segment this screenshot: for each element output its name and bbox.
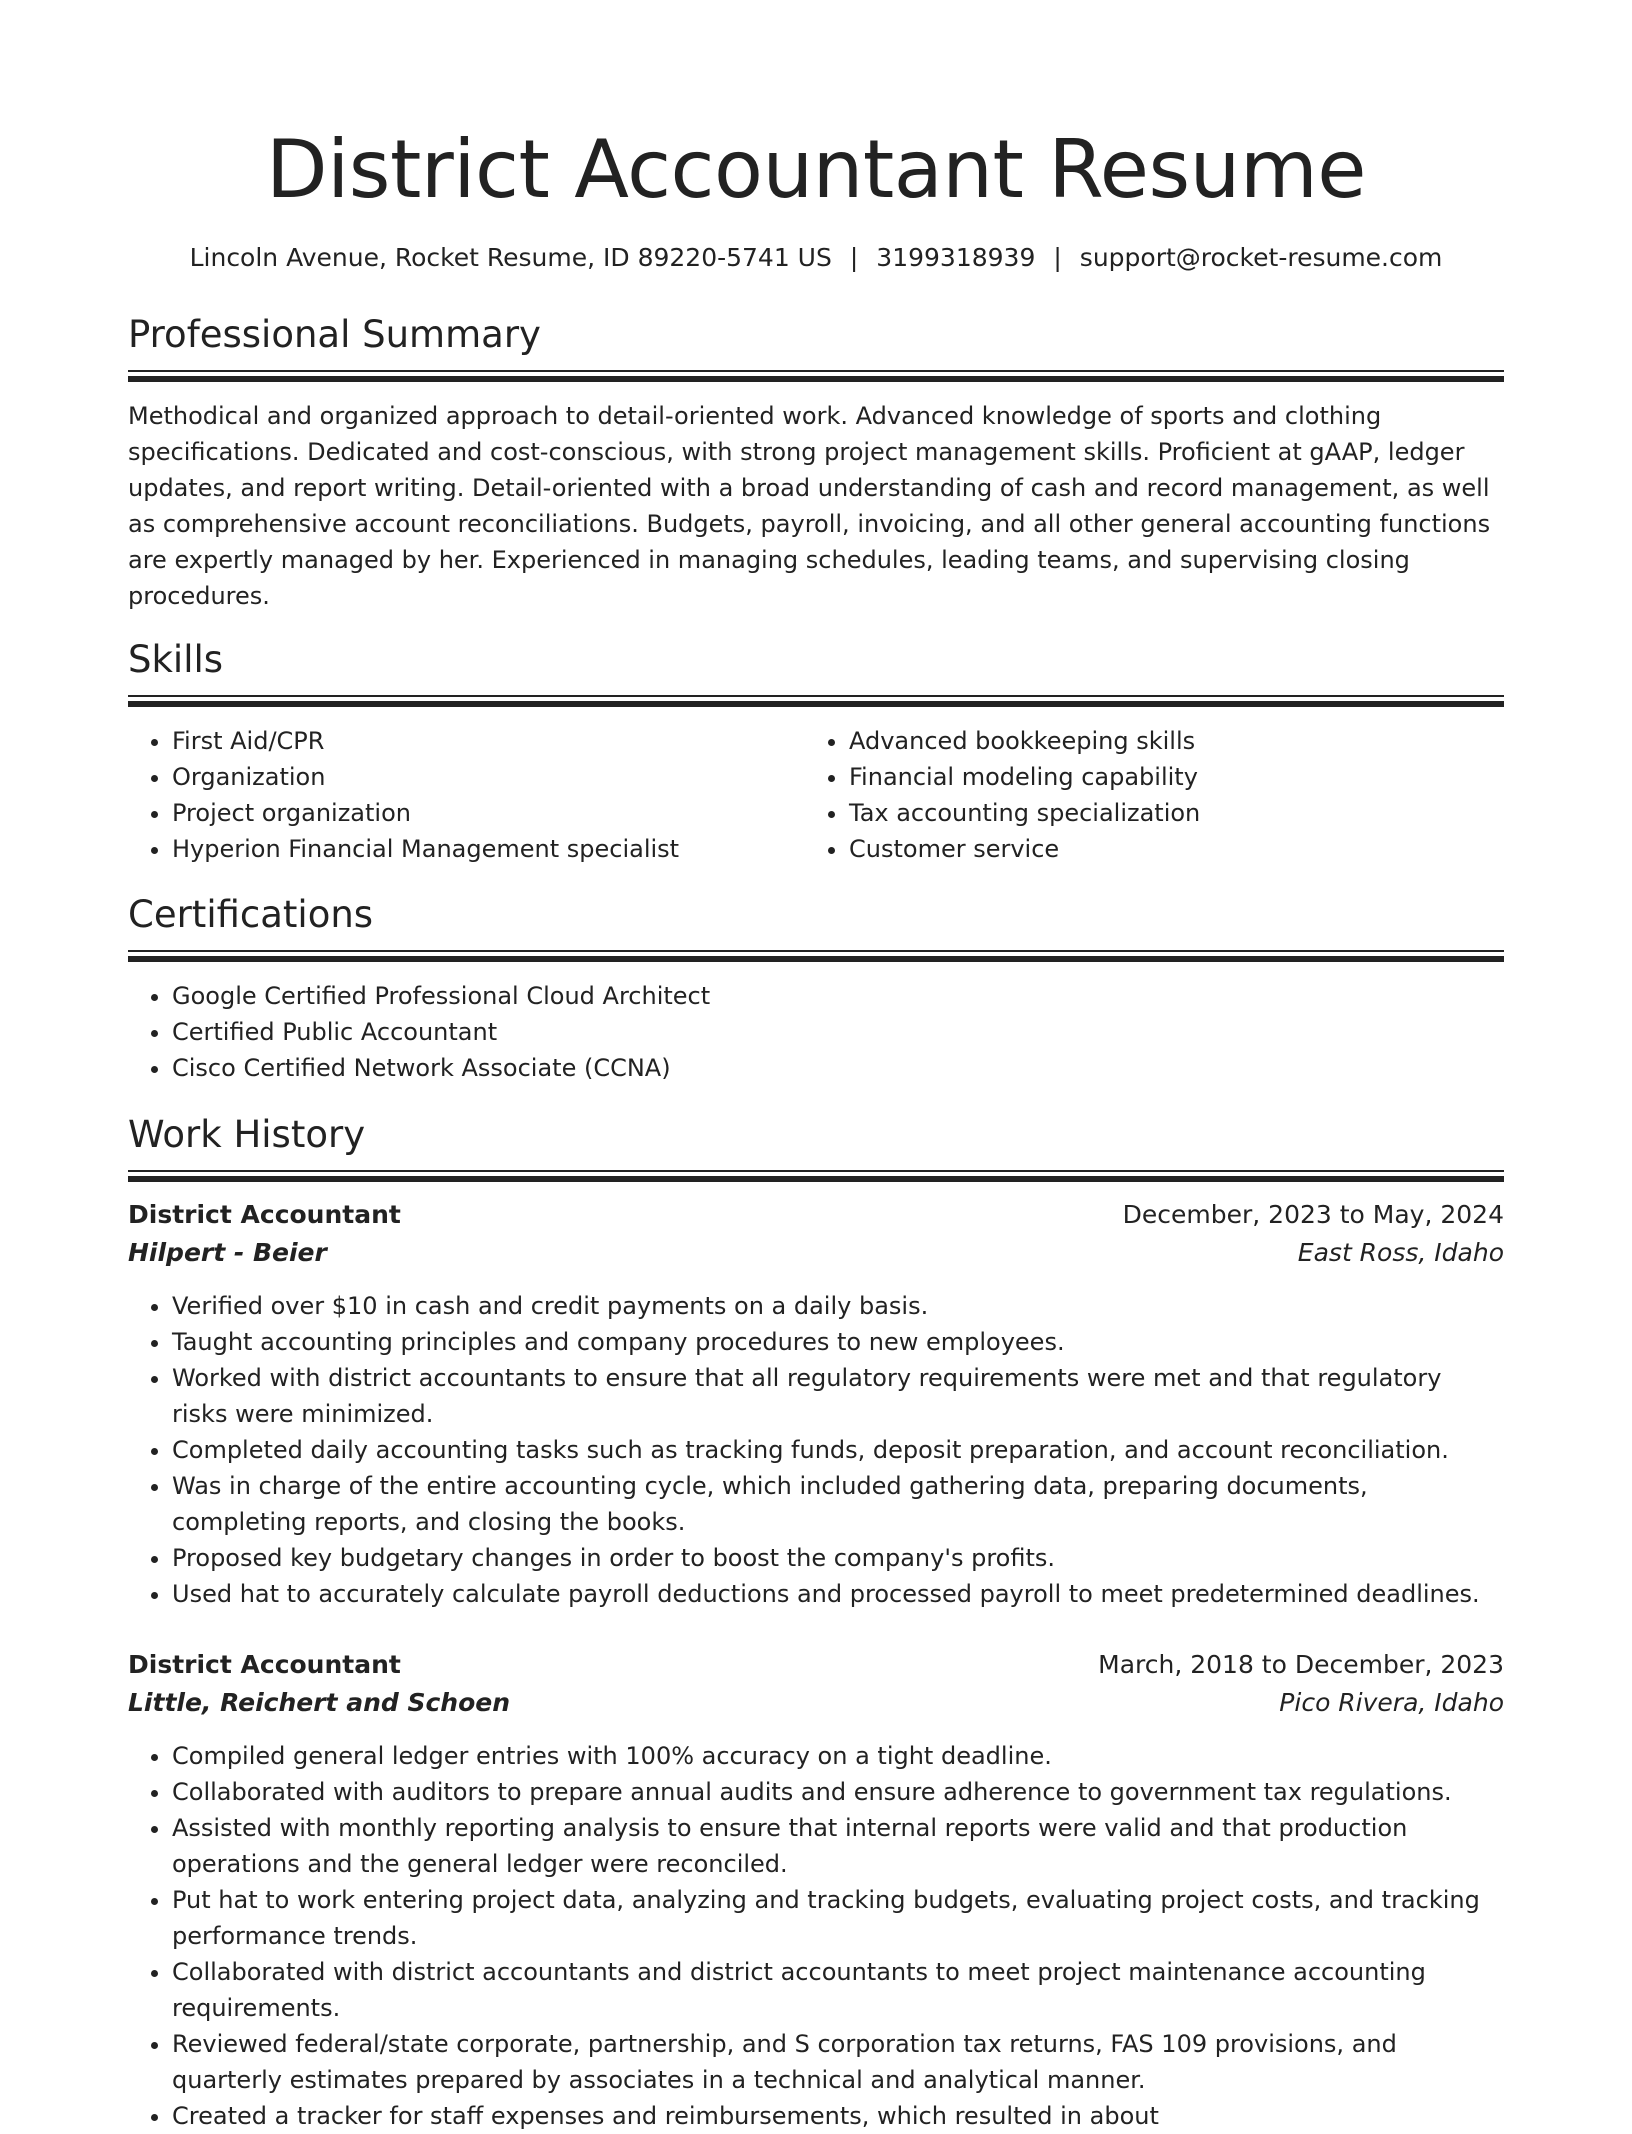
job-bullet: • Created a tracker for staff expenses and reimbursements, which resulted in about (172, 2098, 1504, 2134)
skills-list-right (805, 723, 1482, 867)
work-history-section (128, 1113, 1504, 2134)
job-location: Pico Rivera, Idaho (1279, 1688, 1504, 1717)
job-location: East Ross, Idaho (1297, 1238, 1504, 1267)
job-company: Little, Reichert and Schoen (128, 1688, 511, 1717)
job-bullet: • Reviewed federal/state corporate, partnership, and S corporation tax returns, FAS 109 provisions, and quarterly estimates prepared by associates in a technical and analytical manner. (172, 2026, 1504, 2098)
certification-item: • Cisco Certified Network Associate (CCNA) (172, 1050, 1504, 1086)
job-bullet: • Used hat to accurately calculate payroll deductions and processed payroll to meet predetermined deadlines. (172, 1576, 1504, 1612)
resume-title: District Accountant Resume (265, 123, 1367, 216)
job-bullet: • Taught accounting principles and company procedures to new employees. (172, 1324, 1504, 1360)
contact-phone: 3199318939 (876, 243, 1036, 272)
section-divider (128, 695, 1504, 706)
summary-section (128, 313, 1504, 614)
job-bullet: • Worked with district accountants to ensure that all regulatory requirements were met and that regulatory risks were minimized. (172, 1360, 1504, 1432)
section-heading-work-history: Work History (128, 1113, 366, 1156)
skill-item: • Customer service (849, 831, 1482, 867)
job-bullet: • Compiled general ledger entries with 100% accuracy on a tight deadline. (172, 1738, 1504, 1774)
section-divider (128, 1170, 1504, 1181)
certifications-list (128, 978, 1504, 1086)
section-heading-skills: Skills (128, 638, 224, 681)
skill-item: • First Aid/CPR (172, 723, 805, 759)
contact-address: Lincoln Avenue, Rocket Resume, ID 89220-5741 US (189, 243, 832, 272)
section-divider (128, 950, 1504, 961)
contact-email: support@rocket-resume.com (1079, 243, 1443, 272)
certifications-section (128, 893, 1504, 1086)
job-bullet: • Put hat to work entering project data, analyzing and tracking budgets, evaluating project costs, and tracking performance trends. (172, 1882, 1504, 1954)
job-bullet: • Completed daily accounting tasks such as tracking funds, deposit preparation, and account reconciliation. (172, 1432, 1504, 1468)
section-heading-summary: Professional Summary (128, 313, 541, 356)
skill-item: • Tax accounting specialization (849, 795, 1482, 831)
job-header (128, 1646, 1504, 1684)
skill-item: • Advanced bookkeeping skills (849, 723, 1482, 759)
resume-page (128, 0, 1504, 2134)
job-bullet: • Collaborated with auditors to prepare annual audits and ensure adherence to government tax regulations. (172, 1774, 1504, 1810)
job-entry (128, 1196, 1504, 1612)
job-bullet: • Proposed key budgetary changes in order to boost the company's profits. (172, 1540, 1504, 1576)
job-bullet: • Was in charge of the entire accounting cycle, which included gathering data, preparing documents, completing reports, and closing the books. (172, 1468, 1504, 1540)
skill-item: • Hyperion Financial Management specialist (172, 831, 805, 867)
job-subheader (128, 1234, 1504, 1272)
job-company: Hilpert - Beier (128, 1238, 327, 1267)
section-divider (128, 370, 1504, 381)
job-header (128, 1196, 1504, 1234)
contact-line (128, 242, 1504, 274)
skill-item: • Organization (172, 759, 805, 795)
job-title: District Accountant (128, 1650, 401, 1679)
skill-item: • Project organization (172, 795, 805, 831)
job-title: District Accountant (128, 1200, 401, 1229)
job-bullet-list (128, 1288, 1504, 1612)
skill-item: • Financial modeling capability (849, 759, 1482, 795)
contact-separator: | (1053, 243, 1062, 272)
skills-section (128, 638, 1504, 867)
job-bullet: • Assisted with monthly reporting analysis to ensure that internal reports were valid and that production operations and the general ledger were reconciled. (172, 1810, 1504, 1882)
contact-separator: | (849, 243, 859, 272)
certification-item: • Google Certified Professional Cloud Architect (172, 978, 1504, 1014)
certification-item: • Certified Public Accountant (172, 1014, 1504, 1050)
job-dates: March, 2018 to December, 2023 (1098, 1650, 1504, 1679)
job-dates: December, 2023 to May, 2024 (1122, 1200, 1504, 1229)
skills-list-left (128, 723, 805, 867)
job-bullet-list (128, 1738, 1504, 2134)
job-subheader (128, 1684, 1504, 1722)
job-entry (128, 1646, 1504, 2134)
skills-grid (128, 723, 1504, 867)
job-bullet: • Collaborated with district accountants and district accountants to meet project maintenance accounting requirements. (172, 1954, 1504, 2026)
job-bullet: • Verified over $10 in cash and credit payments on a daily basis. (172, 1288, 1504, 1324)
section-heading-certifications: Certifications (128, 893, 374, 936)
summary-text: Methodical and organized approach to detail-oriented work. Advanced knowledge of sports and clothing specifications. Dedicated and cost-conscious, with strong project management skills. Proficient at gAAP, ledger updates, and report writing. Detail-oriented with a broad understanding of cash and record management, as well as comprehensive account reconciliations. Budgets, payroll, invoicing, and all other general accounting functions are expertly managed by her. Experienced in managing schedules, leading teams, and supervising closing procedures. (128, 402, 1491, 610)
